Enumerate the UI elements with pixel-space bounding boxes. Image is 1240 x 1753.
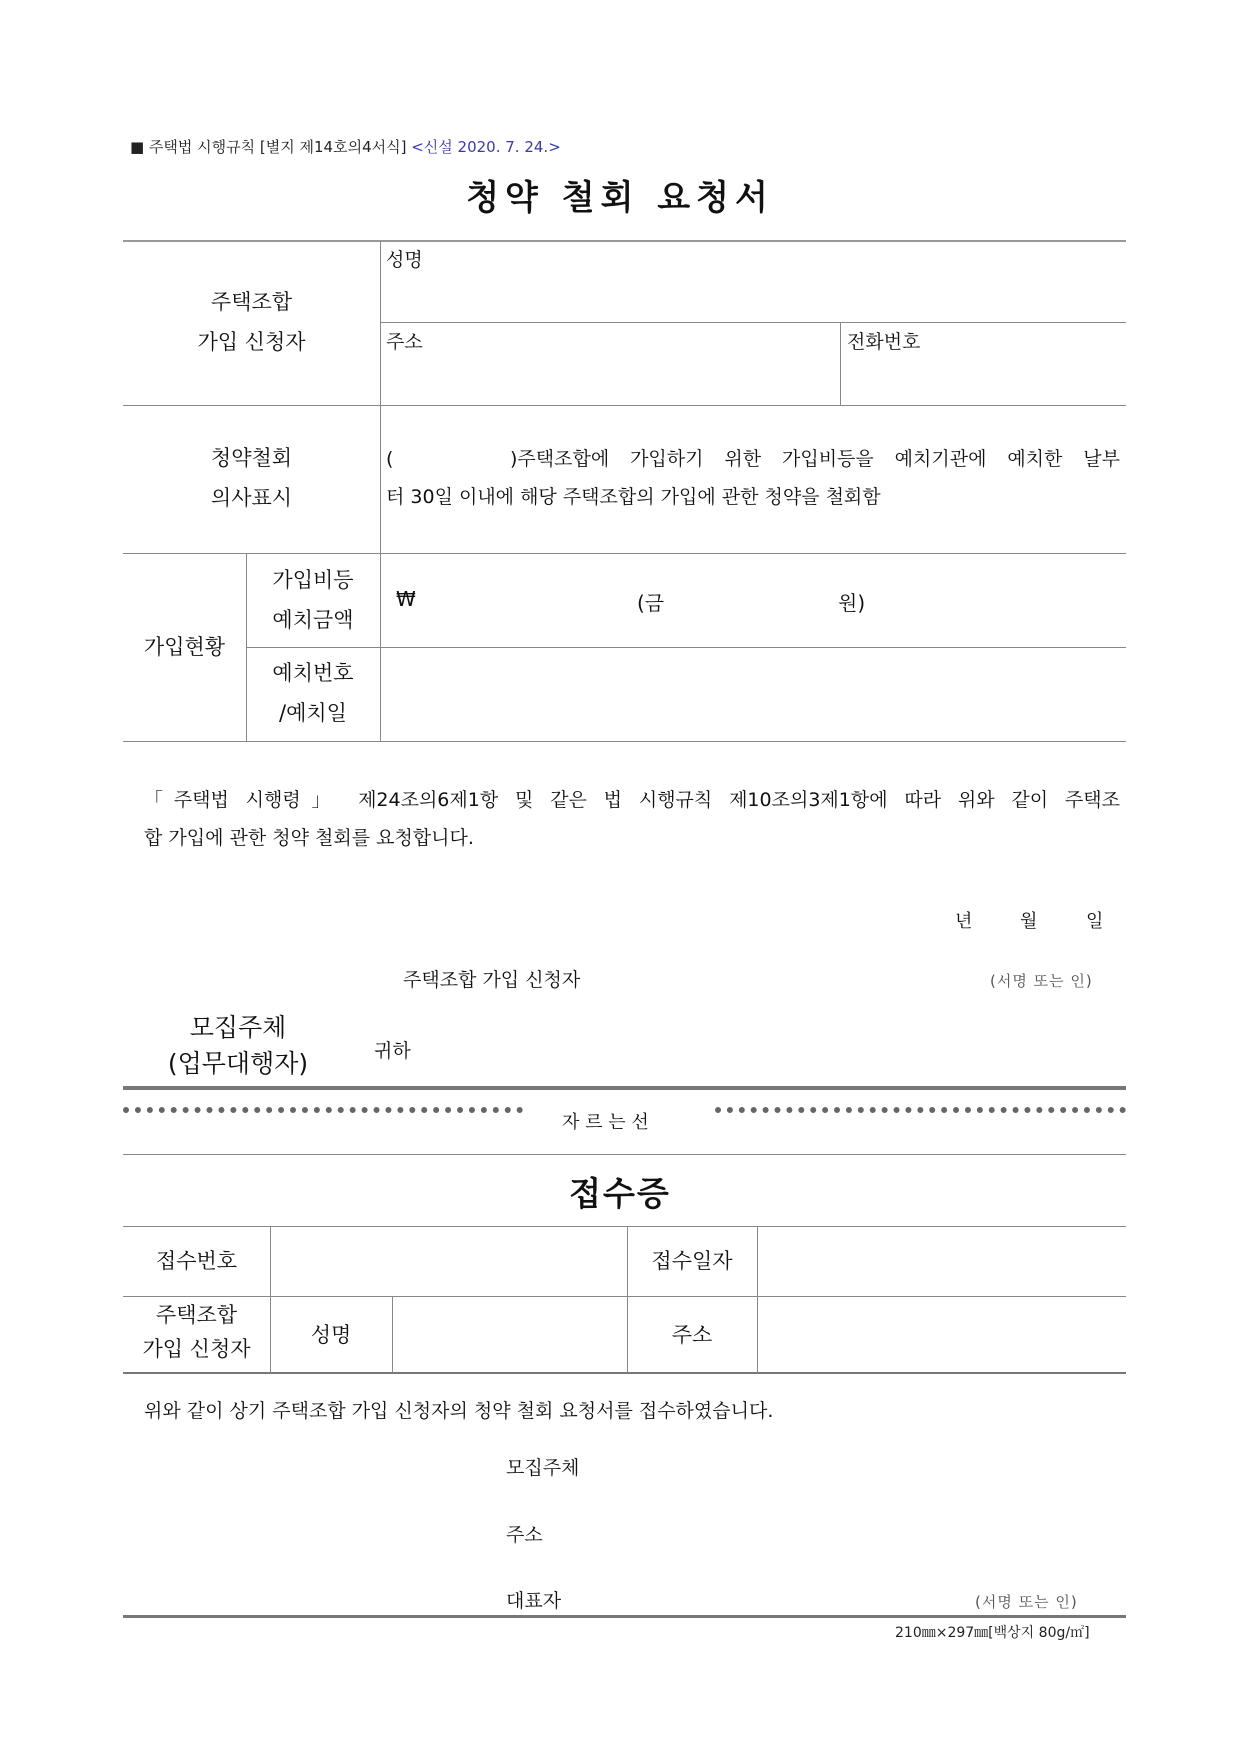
applicant-phone-field[interactable]: 전화번호: [847, 331, 921, 353]
amount-korean-open[interactable]: (금: [637, 591, 665, 615]
status-section-label: 가입현황: [143, 635, 226, 659]
deposit-number-label: 예치번호 /예치일: [272, 661, 354, 725]
row-divider: [123, 553, 1126, 554]
currency-symbol: ₩: [396, 587, 416, 611]
applicant-address-field[interactable]: 주소: [386, 331, 423, 353]
receipt-table-bottom: [123, 1372, 1126, 1374]
request-statement: 「주택법 시행령」 제24조의6제1항 및 같은 법 시행규칙 제10조의3제1항에 따라 위와 같이 주택조 합 가입에 관한 청약 철회를 요청합니다.: [144, 789, 1120, 849]
amendment-note: <신설 2020. 7. 24.>: [411, 138, 561, 156]
receipt-org-address-label: 주소: [506, 1524, 543, 1546]
applicant-signature-label: 주택조합 가입 신청자: [403, 969, 581, 991]
row-divider: [123, 405, 1126, 406]
table-bottom-border: [123, 741, 1126, 742]
receipt-confirmation: 위와 같이 상기 주택조합 가입 신청자의 청약 철회 요청서를 접수하였습니다.: [144, 1400, 774, 1422]
receipt-signature-hint[interactable]: (서명 또는 인): [975, 1593, 1078, 1611]
applicant-name-field[interactable]: 성명: [386, 249, 423, 271]
applicant-section-label: 주택조합 가입 신청자: [197, 290, 306, 354]
receipt-applicant-label: 주택조합 가입 신청자: [142, 1303, 251, 1361]
deposit-number-field[interactable]: [381, 648, 1126, 740]
receipt-number-field[interactable]: [271, 1227, 626, 1295]
receipt-title: 접수증: [569, 1174, 671, 1213]
page-title: 청약 철회 요청서: [466, 178, 774, 218]
receipt-address-label: 주소: [671, 1323, 713, 1347]
receipt-number-label: 접수번호: [155, 1249, 238, 1273]
deposit-amount-label: 가입비등 예치금액: [272, 568, 354, 632]
recipient-label: 모집주체 (업무대행자): [167, 1013, 309, 1078]
receipt-bottom-border: [123, 1615, 1126, 1618]
applicant-signature-hint[interactable]: (서명 또는 인): [990, 972, 1093, 990]
form-reference: ■ 주택법 시행규칙 [별지 제14호의4서식] <신설 2020. 7. 24.>: [130, 138, 561, 156]
paper-spec: 210㎜×297㎜[백상지 80g/㎡]: [895, 1625, 1090, 1641]
receipt-top-border: [123, 1154, 1126, 1155]
receipt-name-field[interactable]: [393, 1297, 626, 1371]
receipt-representative-label: 대표자: [506, 1590, 562, 1612]
table-top-border: [123, 240, 1126, 242]
row-divider: [380, 322, 1126, 323]
date-day[interactable]: 일: [1086, 911, 1104, 932]
cut-line-right: [715, 1107, 1126, 1113]
withdrawal-section-label: 청약철회 의사표시: [210, 446, 293, 510]
receipt-date-field[interactable]: [758, 1227, 1126, 1295]
union-name-blank[interactable]: (: [386, 448, 394, 470]
receipt-address-field[interactable]: [758, 1297, 1126, 1371]
amount-korean-close: 원): [838, 591, 866, 615]
receipt-org-label: 모집주체: [506, 1457, 580, 1479]
cut-line-left: [123, 1107, 523, 1113]
date-year[interactable]: 년: [955, 911, 973, 932]
receipt-date-label: 접수일자: [651, 1249, 733, 1273]
col-divider: [840, 322, 841, 405]
receipt-name-label: 성명: [310, 1323, 352, 1347]
date-month[interactable]: 월: [1020, 911, 1038, 932]
withdrawal-statement: ( )주택조합에 가입하기 위한 가입비등을 예치기관에 예치한 날부 터 30일 이내에 해당 주택조합의 가입에 관한 청약을 철회함: [386, 440, 1120, 516]
form-bottom-border: [123, 1086, 1126, 1090]
recipient-honorific: 귀하: [374, 1040, 411, 1062]
cut-line-label: 자 르 는 선: [562, 1112, 649, 1133]
